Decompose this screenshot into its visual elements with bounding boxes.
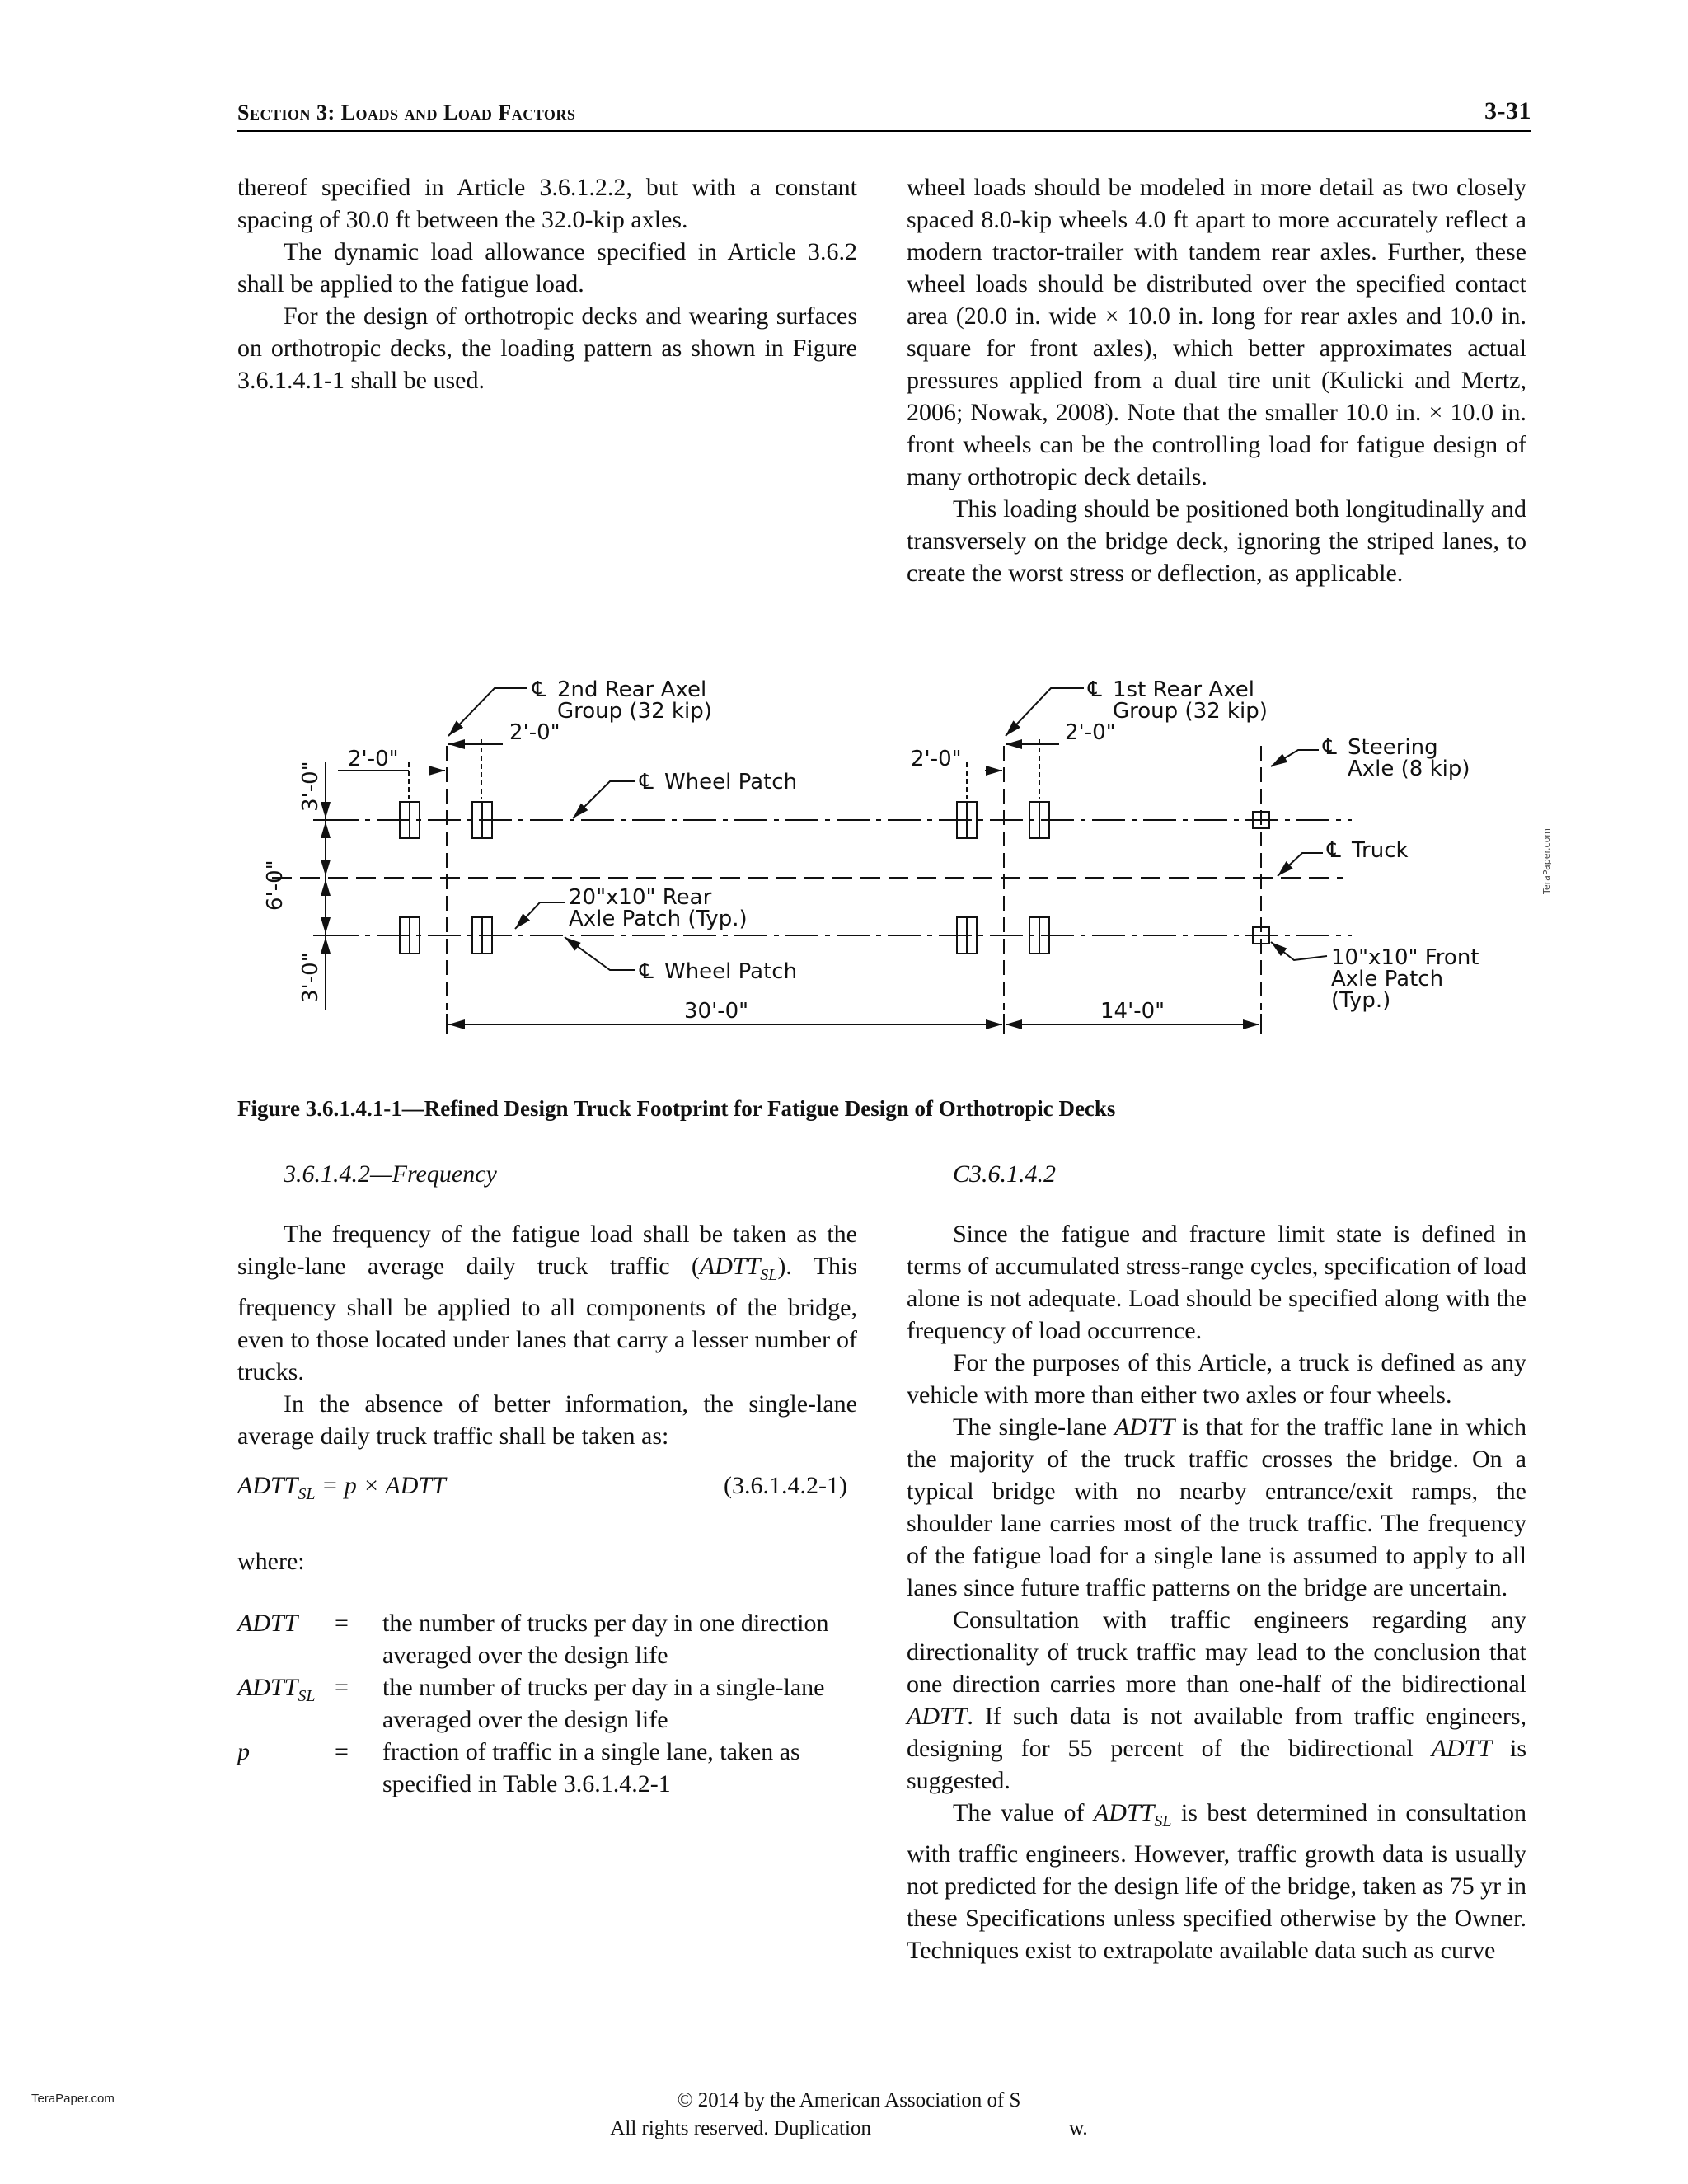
rights-line: All rights reserved. Duplication w. [610, 2117, 1088, 2139]
rear2-label-line2: Group (32 kip) [557, 699, 712, 724]
cl-symbol: ℄ [640, 959, 654, 984]
rear-patch-label-line1: 20"x10" Rear [569, 885, 712, 910]
dim-3ft-top: 3'-0" [298, 761, 323, 812]
truck-label: Truck [1352, 838, 1409, 863]
front-patch-label-line1: 10"x10" Front [1331, 945, 1479, 970]
copyright-line: © 2014 by the American Association of S [677, 2089, 1021, 2111]
steering-label-line2: Axle (8 kip) [1348, 757, 1470, 781]
paragraph: wheel loads should be modeled in more detail as two closely spaced 8.0-kip wheels 4.0 ft apart to more accurately reflect a modern tractor-trailer with tandem rear axles. Further, these wheel loads should be distributed over the specified contact area (20.0 in. wide × 10.0 in. long for rear axles and 10.0 in. square for front axles), which better approximates actual pressures applied from a dual tire unit (Kulicki and Mertz, 2006; Nowak, 2008). Note that the smaller 10.0 in. × 10.0 in. front wheels can be the controlling load for fatigue design of many orthotropic deck details. [907, 174, 1526, 490]
paragraph: Consultation with traffic engineers regarding any directionality of truck traffic may lead to the conclusion that one direction carries more than one-half of the bidirectional ADTT. If such data is not available from traffic engineers, designing for 55 percent of the bidirectional ADTT is suggested. [907, 1606, 1526, 1794]
paragraph: The dynamic load allowance specified in Article 3.6.2 shall be applied to the fatigue load. [237, 238, 857, 298]
definition-item: $ADTT_{SL}$ = the number of trucks per day in a single-lane averaged over the design life [237, 1674, 825, 1733]
equation-number: (3.6.1.4.2-1) [724, 1472, 847, 1499]
dim-3ft-bottom: 3'-0" [298, 952, 323, 1003]
rear-patch-label-line2: Axle Patch (Typ.) [569, 907, 748, 931]
definition-item: p = fraction of traffic in a single lane, taken as specified in Table 3.6.1.4.2-1 [237, 1738, 800, 1797]
wheel-patch-label-top: Wheel Patch [664, 770, 798, 794]
cl-symbol: ℄ [640, 770, 654, 794]
paragraph: For the purposes of this Article, a truck is defined as any vehicle with more than either two axles or four wheels. [907, 1349, 1526, 1408]
rear1-label-line2: Group (32 kip) [1113, 699, 1268, 724]
cl-symbol: ℄ [532, 677, 546, 702]
cl-symbol: ℄ [1323, 735, 1337, 760]
dim-2ft: 2'-0" [348, 747, 399, 771]
cl-symbol: ℄ [1327, 838, 1341, 863]
cl-symbol: ℄ [1088, 677, 1102, 702]
paragraph: Since the fatigue and fracture limit state is defined in terms of accumulated stress-range cycles, specification of load alone is not adequate. Load should be specified along with the frequency of load occurrence. [907, 1221, 1526, 1344]
top-left-column [237, 171, 857, 396]
paragraph: This loading should be positioned both longitudinally and transversely on the bridge deck, ignoring the striped lanes, to create the worst stress or deflection, as applicable. [907, 495, 1526, 587]
paragraph: For the design of orthotropic decks and wearing surfaces on orthotropic decks, the loading pattern as shown in Figure 3.6.1.4.1-1 shall be used. [237, 302, 857, 394]
dim-14ft: 14'-0" [1100, 999, 1165, 1024]
definition-list [237, 1607, 857, 1800]
paragraph: The single-lane ADTT is that for the traffic lane in which the majority of the truck traffic crosses the bridge. On a typical bridge with no nearby entrance/exit ramps, the shoulder lane carries most of the truck traffic. The frequency of the fatigue load for a single lane is assumed to apply to all lanes since future traffic patterns on the bridge are uncertain. [907, 1413, 1526, 1601]
dim-6ft: 6'-0" [263, 860, 288, 911]
rear1-label-line1: 1st Rear Axel [1113, 677, 1254, 702]
paragraph: The value of $ADTT_{SL}$ is best determined in consultation with traffic engineers. However, traffic growth data is usually not predicted for the design life of the bridge, taken as 75 yr in these Specifications unless specified otherwise by the Owner. Techniques exist to extrapolate available data such as curve [907, 1799, 1526, 1964]
dim-2ft: 2'-0" [1065, 720, 1116, 745]
side-watermark: TeraPaper.com [1541, 827, 1552, 894]
commentary-heading: C3.6.1.4.2 [953, 1160, 1057, 1188]
paragraph: The frequency of the fatigue load shall be taken as the single-lane average daily truck traffic $(ADTT_{SL})$. This frequency shall be applied to all components of the bridge, even to those located under lanes that carry a lesser number of trucks. [237, 1221, 857, 1385]
wheel-patch-label-bottom: Wheel Patch [664, 959, 798, 984]
front-patch-label-line2: Axle Patch [1331, 967, 1444, 991]
where-label: where: [237, 1548, 305, 1575]
bottom-watermark: TeraPaper.com [31, 2092, 115, 2106]
steering-label-line1: Steering [1348, 735, 1438, 760]
front-patch-label-line3: (Typ.) [1331, 988, 1391, 1013]
paragraph: In the absence of better information, the single-lane average daily truck traffic shall be taken as: [237, 1390, 857, 1450]
page-header [237, 97, 1531, 132]
top-right-column [907, 171, 1526, 589]
equation: $ADTT_{SL} = p$ × ADTT (3.6.1.4.2-1) [237, 1472, 847, 1503]
bottom-right-column [907, 1218, 1526, 1966]
truck-footprint-diagram [256, 663, 1479, 1051]
paragraph: thereof specified in Article 3.6.1.2.2, but with a constant spacing of 30.0 ft between the 32.0-kip axles. [237, 174, 857, 233]
section-heading: 3.6.1.4.2—Frequency [284, 1160, 497, 1188]
page-number: 3-31 [1484, 97, 1531, 124]
definition-item: ADTT = the number of trucks per day in one direction averaged over the design life [237, 1610, 829, 1669]
section-title: Section 3: Loads and Load Factors [237, 101, 576, 124]
copyright-footer [396, 2087, 1302, 2143]
figure-caption: Figure 3.6.1.4.1-1—Refined Design Truck Footprint for Fatigue Design of Orthotropic Decks [237, 1096, 1116, 1121]
dim-2ft: 2'-0" [509, 720, 560, 745]
bottom-left-column [237, 1218, 857, 1452]
dim-30ft: 30'-0" [684, 999, 749, 1024]
rear2-label-line1: 2nd Rear Axel [557, 677, 707, 702]
dim-2ft: 2'-0" [911, 747, 962, 771]
